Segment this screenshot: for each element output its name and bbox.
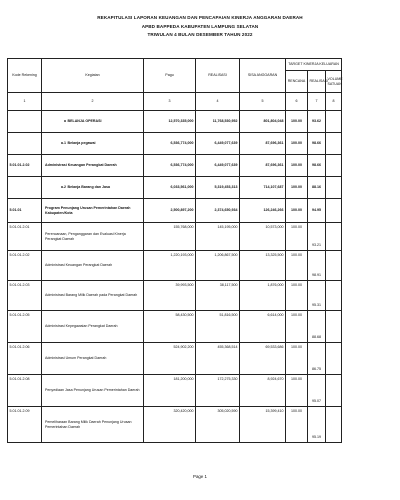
realisasi-cell: 11,768,530,952 xyxy=(196,111,240,133)
table-row xyxy=(8,407,342,443)
kegiatan-text: Perencanaan, Penganggaran dan Evaluasi Kinerja Perangkat Daerah xyxy=(45,232,126,241)
col-sisa-header: SISA ANGGARAN xyxy=(240,59,286,93)
realisasi-cell: 305,020,590 xyxy=(196,407,240,443)
rencana-cell: 100.00 xyxy=(286,133,308,155)
kode-cell: 5.01.01.2.05 xyxy=(8,311,42,343)
col-pagu-header: Pagu xyxy=(144,59,196,93)
kode-cell: 5.01.01.2.06 xyxy=(8,343,42,375)
kode-cell: 5.01.01 xyxy=(8,199,42,223)
kegiatan-text: Administrasi Kepegawaian Perangkat Daerah xyxy=(45,324,118,329)
table-row xyxy=(8,177,342,199)
report-body xyxy=(8,111,342,443)
col-kode-header: Kode Rekening xyxy=(8,59,42,93)
kegiatan-cell xyxy=(42,251,144,281)
col-rencana-header: RENCANA xyxy=(286,71,308,93)
page-number: Page 1 xyxy=(193,474,207,479)
rencana-cell: 100.00 xyxy=(286,111,308,133)
realisasi-target-cell: 98.66 xyxy=(308,155,326,177)
kegiatan-cell xyxy=(42,311,144,343)
kegiatan-text: Administrasi Keuangan Perangkat Daerah xyxy=(45,163,117,168)
col-number: 8 xyxy=(326,93,342,111)
volume-cell xyxy=(326,177,342,199)
col-number: 5 xyxy=(240,93,286,111)
rencana-cell: 100.00 xyxy=(286,343,308,375)
kegiatan-cell xyxy=(42,177,144,199)
realisasi-cell: 5,319,453,313 xyxy=(196,177,240,199)
table-row xyxy=(8,199,342,223)
report-title: REKAPITULASI LAPORAN KEUANGAN DAN PENCAPAIAN KINERJA ANGGARAN DAERAH xyxy=(97,15,303,20)
volume-cell xyxy=(326,111,342,133)
rencana-cell: 100.00 xyxy=(286,199,308,223)
kegiatan-text: Administrasi Barang Milik Daerah pada Perangkat Daerah xyxy=(45,293,138,298)
kode-cell: 5.01.01.2.01 xyxy=(8,223,42,251)
col-number: 6 xyxy=(286,93,308,111)
sisa-cell: 13,325,500 xyxy=(240,251,286,281)
kegiatan-cell xyxy=(42,133,144,155)
report-agency: APBD BAPPEDA KABUPATEN LAMPUNG SELATAN xyxy=(141,23,259,29)
pagu-cell: 6,033,561,000 xyxy=(144,177,196,199)
sisa-cell: 87,696,361 xyxy=(240,155,286,177)
rencana-cell: 100.00 xyxy=(286,311,308,343)
pagu-cell: 524,902,200 xyxy=(144,343,196,375)
kegiatan-text: Belanja Barang dan Jasa xyxy=(67,185,111,190)
table-row xyxy=(8,343,342,375)
pagu-cell: 1,220,193,000 xyxy=(144,251,196,281)
volume-cell xyxy=(326,133,342,155)
realisasi-target-cell: 86.75 xyxy=(308,343,326,375)
pagu-cell: 6,536,774,000 xyxy=(144,133,196,155)
col-realisasi-target-header: REALISASI xyxy=(308,71,326,93)
realisasi-target-cell: 93.62 xyxy=(308,111,326,133)
pagu-cell: 320,420,000 xyxy=(144,407,196,443)
realisasi-target-cell: 88.16 xyxy=(308,177,326,199)
sisa-cell: 87,696,361 xyxy=(240,133,286,155)
kode-cell: 5.01.01.2.03 xyxy=(8,281,42,311)
rencana-cell: 100.00 xyxy=(286,177,308,199)
realisasi-target-cell: 98.91 xyxy=(308,251,326,281)
realisasi-target-cell: 95.07 xyxy=(308,375,326,407)
table-row xyxy=(8,133,342,155)
kegiatan-cell xyxy=(42,343,144,375)
kode-cell: 5.01.01.2.02 xyxy=(8,251,42,281)
realisasi-cell: 6,449,077,639 xyxy=(196,133,240,155)
kegiatan-text: Administrasi Keuangan Perangkat Daerah xyxy=(45,263,113,268)
row-prefix: a.1 xyxy=(61,141,66,146)
table-row xyxy=(8,375,342,407)
volume-cell xyxy=(326,199,342,223)
sisa-cell: 15,399,410 xyxy=(240,407,286,443)
kegiatan-cell xyxy=(42,375,144,407)
rencana-cell: 100.00 xyxy=(286,223,308,251)
rencana-cell: 100.00 xyxy=(286,155,308,177)
realisasi-target-cell: 88.68 xyxy=(308,311,326,343)
table-row xyxy=(8,223,342,251)
kegiatan-text: Penyediaan Jasa Penunjang Urusan Pemerintahan Daerah xyxy=(45,388,140,393)
col-kegiatan-header: Kegiatan xyxy=(42,59,144,93)
kode-cell: 5.01.01.2.08 xyxy=(8,375,42,407)
col-number: 7 xyxy=(308,93,326,111)
realisasi-cell: 1,206,867,500 xyxy=(196,251,240,281)
sisa-cell: 1,876,000 xyxy=(240,281,286,311)
rencana-cell: 100.00 xyxy=(286,407,308,443)
realisasi-cell: 2,374,650,934 xyxy=(196,199,240,223)
table-row xyxy=(8,111,342,133)
rencana-cell: 100.00 xyxy=(286,375,308,407)
row-prefix: a xyxy=(64,119,66,124)
volume-cell xyxy=(326,343,342,375)
kegiatan-cell xyxy=(42,223,144,251)
kegiatan-cell xyxy=(42,155,144,177)
kode-cell xyxy=(8,133,42,155)
sisa-cell: 126,246,266 xyxy=(240,199,286,223)
kode-cell: 5.01.01.2.09 xyxy=(8,407,42,443)
realisasi-cell: 51,816,500 xyxy=(196,311,240,343)
realisasi-target-cell: 98.66 xyxy=(308,133,326,155)
pagu-cell: 39,993,500 xyxy=(144,281,196,311)
realisasi-target-cell: 95.19 xyxy=(308,407,326,443)
column-number-row xyxy=(8,93,342,111)
kegiatan-text: Belanja pegawai xyxy=(67,141,96,146)
table-row xyxy=(8,281,342,311)
realisasi-target-cell: 93.21 xyxy=(308,223,326,251)
sisa-cell: 8,924,670 xyxy=(240,375,286,407)
sisa-cell: 6,614,000 xyxy=(240,311,286,343)
col-number: 1 xyxy=(8,93,42,111)
pagu-cell: 181,200,000 xyxy=(144,375,196,407)
kode-cell xyxy=(8,177,42,199)
volume-cell xyxy=(326,311,342,343)
rencana-cell: 100.00 xyxy=(286,281,308,311)
realisasi-cell: 172,275,330 xyxy=(196,375,240,407)
volume-cell xyxy=(326,407,342,443)
sisa-cell: 69,533,686 xyxy=(240,343,286,375)
kegiatan-text: Administrasi Umum Perangkat Daerah xyxy=(45,356,107,361)
col-number: 4 xyxy=(196,93,240,111)
volume-cell xyxy=(326,223,342,251)
col-realisasi-header: REALISASI xyxy=(196,59,240,93)
rencana-cell: 100.00 xyxy=(286,251,308,281)
row-prefix: a.2 xyxy=(61,185,66,190)
realisasi-target-cell: 94.95 xyxy=(308,199,326,223)
realisasi-target-cell: 95.31 xyxy=(308,281,326,311)
sisa-cell: 801,804,048 xyxy=(240,111,286,133)
kode-cell xyxy=(8,111,42,133)
kegiatan-cell xyxy=(42,407,144,443)
pagu-cell: 155,768,000 xyxy=(144,223,196,251)
kode-cell: 5.01.01.2.02 xyxy=(8,155,42,177)
pagu-cell: 6,536,774,000 xyxy=(144,155,196,177)
pagu-cell: 2,500,897,200 xyxy=(144,199,196,223)
col-number: 2 xyxy=(42,93,144,111)
table-row xyxy=(8,311,342,343)
realisasi-cell: 6,449,077,639 xyxy=(196,155,240,177)
volume-cell xyxy=(326,251,342,281)
table-row xyxy=(8,251,342,281)
pagu-cell: 58,430,500 xyxy=(144,311,196,343)
table-row xyxy=(8,155,342,177)
realisasi-cell: 455,368,514 xyxy=(196,343,240,375)
realisasi-cell: 38,117,500 xyxy=(196,281,240,311)
col-target-header: TARGET KINERJA KELUARAN xyxy=(286,59,342,71)
volume-cell xyxy=(326,375,342,407)
volume-cell xyxy=(326,281,342,311)
report-table xyxy=(7,58,342,443)
kegiatan-text: Program Penunjang Urusan Pemerintahan Daerah Kabupaten/Kota xyxy=(45,206,131,215)
report-period: TRIWULAN 4 BULAN DESEMBER TAHUN 2022 xyxy=(147,32,253,37)
col-volume-header: VOLUME SATUAN xyxy=(326,71,342,93)
kegiatan-cell xyxy=(42,281,144,311)
sisa-cell: 10,573,000 xyxy=(240,223,286,251)
kegiatan-cell xyxy=(42,199,144,223)
kegiatan-text: Pemeliharaan Barang Milik Daerah Penunjang Urusan Pemerintahan Daerah xyxy=(45,420,132,429)
col-number: 3 xyxy=(144,93,196,111)
report-header xyxy=(0,14,400,40)
kegiatan-text: BELANJA OPERASI xyxy=(67,119,102,124)
sisa-cell: 714,107,687 xyxy=(240,177,286,199)
volume-cell xyxy=(326,155,342,177)
pagu-cell: 12,570,335,000 xyxy=(144,111,196,133)
kegiatan-cell xyxy=(42,111,144,133)
realisasi-cell: 145,195,000 xyxy=(196,223,240,251)
